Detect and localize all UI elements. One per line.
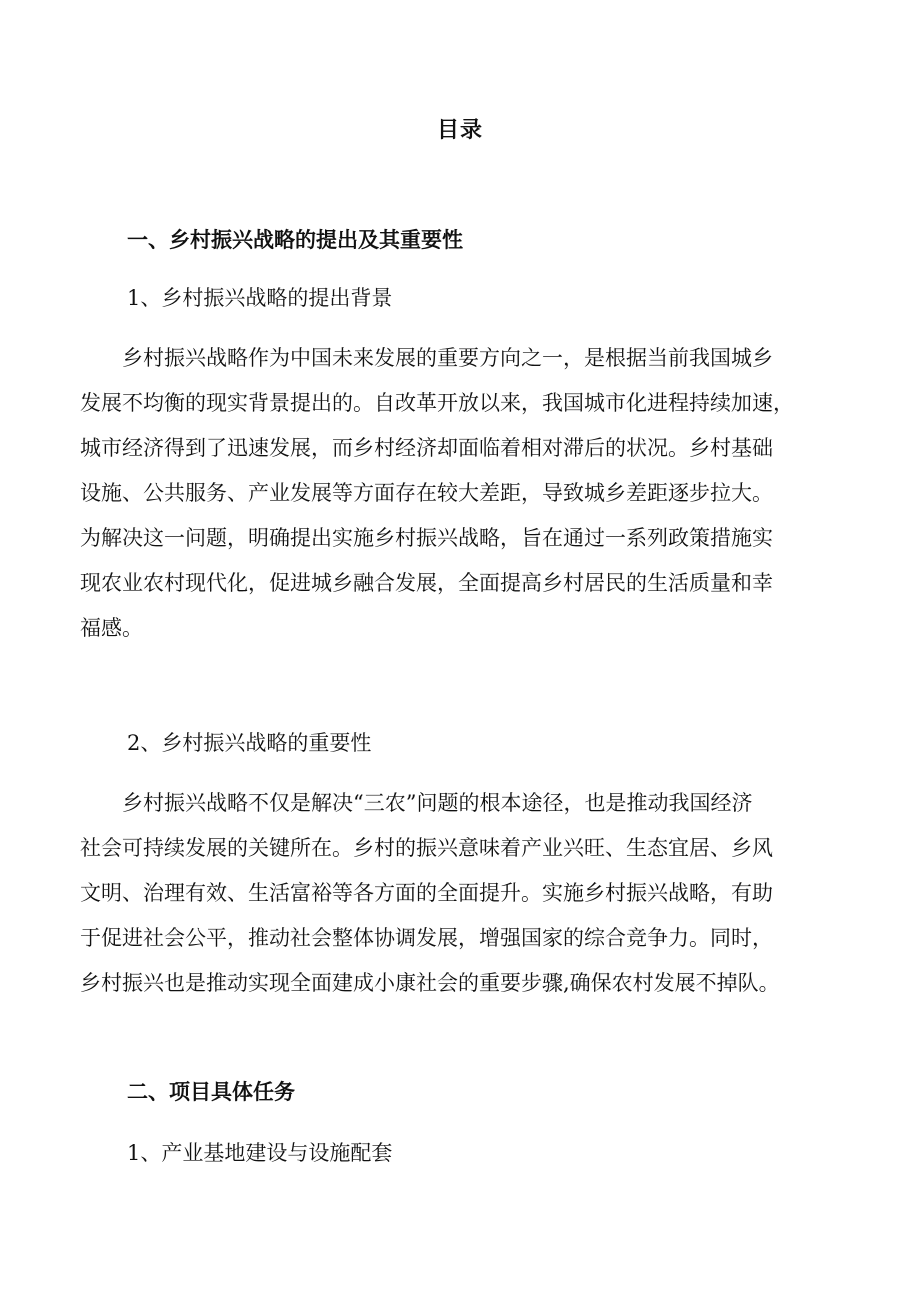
section-2-1-heading: 1、产业基地建设与设施配套: [127, 1141, 393, 1165]
paragraph-line: 文明、治理有效、生活富裕等各方面的全面提升。实施乡村振兴战略，有助: [80, 881, 773, 905]
section-1-heading: 一、乡村振兴战略的提出及其重要性: [127, 227, 463, 252]
section-1-1-paragraph: [80, 336, 842, 651]
section-1-2-heading: 2、乡村振兴战略的重要性: [127, 731, 372, 755]
paragraph-line: 为解决这一问题，明确提出实施乡村振兴战略，旨在通过一系列政策措施实: [80, 526, 773, 550]
paragraph-line: 乡村振兴也是推动实现全面建成小康社会的重要步骤,确保农村发展不掉队。: [80, 971, 780, 995]
paragraph-line: 社会可持续发展的关键所在。乡村的振兴意味着产业兴旺、生态宜居、乡风: [80, 836, 773, 860]
paragraph-line: 福感。: [80, 616, 143, 640]
paragraph-line: 于促进社会公平，推动社会整体协调发展，增强国家的综合竞争力。同时，: [80, 926, 773, 950]
paragraph-line: 现农业农村现代化，促进城乡融合发展，全面提高乡村居民的生活质量和幸: [80, 571, 773, 595]
section-2-heading: 二、项目具体任务: [127, 1079, 295, 1104]
paragraph-line: 设施、公共服务、产业发展等方面存在较大差距，导致城乡差距逐步拉大。: [80, 481, 773, 505]
toc-title: 目录: [436, 117, 483, 143]
paragraph-line: 乡村振兴战略作为中国未来发展的重要方向之一，是根据当前我国城乡: [80, 346, 773, 370]
section-1-2-paragraph: [80, 781, 842, 1006]
section-1-1-heading: 1、乡村振兴战略的提出背景: [127, 286, 393, 310]
paragraph-line: 城市经济得到了迅速发展，而乡村经济却面临着相对滞后的状况。乡村基础: [80, 436, 773, 460]
paragraph-line: 乡村振兴战略不仅是解决“三农”问题的根本途径，也是推动我国经济: [80, 791, 753, 815]
paragraph-line: 发展不均衡的现实背景提出的。自改革开放以来，我国城市化进程持续加速，: [80, 391, 794, 415]
